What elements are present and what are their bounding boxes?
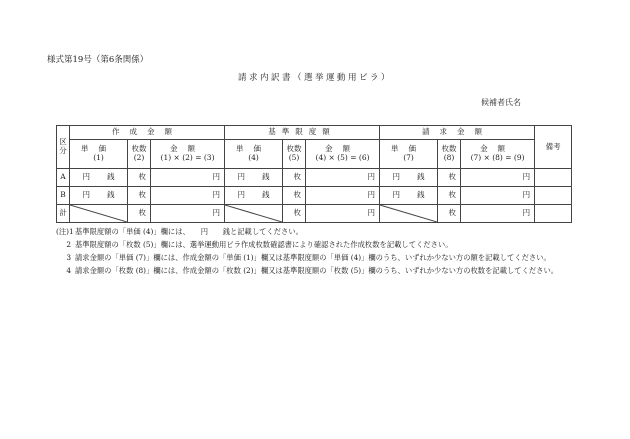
unit-mai: 枚 bbox=[293, 190, 302, 200]
col-formula: (1) × (2) = (3) bbox=[160, 153, 215, 162]
note-text: 請求金額の「枚数 (8)」欄には、作成金額の「枚数 (2)」欄又は基準限度額の「枚数 (5)」欄のうち、いずれか少ない方の枚数を記載してください。 bbox=[75, 266, 559, 275]
maisu-cell[interactable] bbox=[283, 187, 306, 205]
kingaku-cell[interactable] bbox=[306, 205, 380, 223]
col-number: (2) bbox=[133, 153, 145, 162]
unit-yen: 円 bbox=[237, 172, 246, 182]
maisu-header-5 bbox=[283, 140, 306, 169]
unit-yen: 円 bbox=[522, 172, 531, 182]
unit-sen: 銭 bbox=[417, 172, 425, 182]
row-label: 計 bbox=[57, 205, 70, 223]
tanka-cell[interactable] bbox=[380, 169, 438, 187]
sakusei-kingaku-header: 作成金額 bbox=[70, 126, 225, 140]
candidate-name-label: 候補者氏名 bbox=[481, 98, 521, 107]
unit-sen: 銭 bbox=[107, 190, 115, 200]
note-item bbox=[56, 225, 576, 238]
tanka-header-1 bbox=[70, 140, 128, 169]
kingaku-cell[interactable] bbox=[461, 205, 535, 223]
seikyu-kingaku-header: 請求金額 bbox=[380, 126, 535, 140]
tanka-header-4 bbox=[225, 140, 283, 169]
tanka-label: 単価 bbox=[236, 144, 272, 154]
table-row bbox=[57, 169, 572, 187]
unit-yen: 円 bbox=[367, 208, 376, 218]
unit-mai: 枚 bbox=[138, 190, 146, 200]
breakdown-table bbox=[56, 125, 572, 223]
maisu-label: 枚数 bbox=[286, 144, 302, 154]
row-label: A bbox=[57, 169, 70, 187]
kingaku-cell[interactable] bbox=[151, 205, 225, 223]
maisu-cell[interactable] bbox=[438, 169, 461, 187]
col-number: (1) bbox=[93, 153, 104, 162]
maisu-cell[interactable] bbox=[438, 187, 461, 205]
maisu-label: 枚数 bbox=[131, 144, 147, 154]
col-formula: (7) × (8) = (9) bbox=[470, 153, 525, 162]
unit-yen: 円 bbox=[392, 190, 401, 200]
note-text: 請求金額の「単価 (7)」欄には、作成金額の「単価 (1)」欄又は基準限度額の「単価 (4)」欄のうち、いずれか少ない方の額を記載してください。 bbox=[75, 253, 551, 262]
unit-mai: 枚 bbox=[448, 172, 457, 182]
row-label: B bbox=[57, 187, 70, 205]
kingaku-cell[interactable] bbox=[306, 187, 380, 205]
maisu-cell[interactable] bbox=[283, 205, 306, 223]
unit-yen: 円 bbox=[522, 208, 531, 218]
kingaku-label: 金額 bbox=[480, 144, 516, 154]
kubun-header: 区 分 bbox=[57, 126, 70, 169]
tanka-cell[interactable] bbox=[70, 187, 128, 205]
diagonal-empty-cell bbox=[70, 205, 128, 223]
col-number: (5) bbox=[288, 153, 300, 162]
unit-yen: 円 bbox=[237, 190, 246, 200]
kingaku-cell[interactable] bbox=[461, 187, 535, 205]
diagonal-empty-cell bbox=[380, 205, 438, 223]
note-item bbox=[56, 251, 576, 264]
unit-yen: 円 bbox=[82, 190, 90, 200]
maisu-cell[interactable] bbox=[128, 169, 151, 187]
kingaku-cell[interactable] bbox=[151, 169, 225, 187]
tanka-label: 単価 bbox=[391, 144, 427, 154]
table-row bbox=[57, 187, 572, 205]
unit-mai: 枚 bbox=[138, 208, 146, 218]
form-number: 様式第19号（第6条関係） bbox=[47, 55, 149, 65]
note-number: 3 bbox=[66, 253, 71, 262]
col-number: (8) bbox=[443, 153, 455, 162]
maisu-cell[interactable] bbox=[128, 187, 151, 205]
tanka-cell[interactable] bbox=[225, 169, 283, 187]
note-number: (注)1 bbox=[56, 227, 74, 236]
maisu-cell[interactable] bbox=[283, 169, 306, 187]
kingaku-label: 金額 bbox=[325, 144, 361, 154]
notes-section bbox=[56, 225, 576, 277]
tanka-cell[interactable] bbox=[225, 187, 283, 205]
unit-yen: 円 bbox=[212, 190, 221, 200]
document-title: 請求内訳書（選挙運動用ビラ） bbox=[237, 73, 392, 83]
unit-sen: 銭 bbox=[262, 172, 270, 182]
kingaku-header-6 bbox=[306, 140, 380, 169]
unit-mai: 枚 bbox=[293, 172, 302, 182]
tanka-cell[interactable] bbox=[70, 169, 128, 187]
maisu-label: 枚数 bbox=[441, 144, 457, 154]
diagonal-empty-cell bbox=[225, 205, 283, 223]
kingaku-cell[interactable] bbox=[461, 169, 535, 187]
biko-cell[interactable] bbox=[535, 205, 572, 223]
tanka-label: 単価 bbox=[81, 144, 116, 154]
maisu-cell[interactable] bbox=[128, 205, 151, 223]
col-number: (4) bbox=[248, 153, 259, 162]
unit-yen: 円 bbox=[522, 190, 531, 200]
note-item bbox=[56, 238, 576, 251]
kingaku-cell[interactable] bbox=[306, 169, 380, 187]
unit-sen: 銭 bbox=[417, 190, 425, 200]
tanka-header-7 bbox=[380, 140, 438, 169]
unit-mai: 枚 bbox=[138, 172, 146, 182]
maisu-header-2 bbox=[128, 140, 151, 169]
kingaku-cell[interactable] bbox=[151, 187, 225, 205]
total-row bbox=[57, 205, 572, 223]
unit-yen: 円 bbox=[392, 172, 401, 182]
unit-yen: 円 bbox=[82, 172, 90, 182]
maisu-cell[interactable] bbox=[438, 205, 461, 223]
note-item bbox=[56, 264, 576, 277]
note-text: 基準限度額の「枚数 (5)」欄には、選挙運動用ビラ作成枚数確認書により確認された作成枚数を記載してください。 bbox=[75, 240, 453, 249]
kingaku-header-9 bbox=[461, 140, 535, 169]
unit-sen: 銭 bbox=[107, 172, 115, 182]
note-number: 4 bbox=[66, 266, 71, 275]
unit-yen: 円 bbox=[367, 190, 376, 200]
kingaku-label: 金額 bbox=[170, 144, 206, 154]
unit-yen: 円 bbox=[367, 172, 376, 182]
note-text: 基準限度額の「単価 (4)」欄には、 円 銭と記載してください。 bbox=[75, 227, 303, 236]
col-number: (7) bbox=[403, 153, 414, 162]
unit-yen: 円 bbox=[212, 172, 221, 182]
col-formula: (4) × (5) = (6) bbox=[315, 153, 370, 162]
tanka-cell[interactable] bbox=[380, 187, 438, 205]
biko-cell[interactable] bbox=[535, 169, 572, 187]
kijun-gendogaku-header: 基準限度額 bbox=[225, 126, 380, 140]
unit-mai: 枚 bbox=[448, 190, 457, 200]
unit-mai: 枚 bbox=[448, 208, 457, 218]
unit-yen: 円 bbox=[212, 208, 221, 218]
kingaku-header-3 bbox=[151, 140, 225, 169]
note-number: 2 bbox=[66, 240, 71, 249]
biko-cell[interactable] bbox=[535, 187, 572, 205]
biko-header: 備考 bbox=[535, 126, 572, 169]
maisu-header-8 bbox=[438, 140, 461, 169]
unit-mai: 枚 bbox=[293, 208, 302, 218]
unit-sen: 銭 bbox=[262, 190, 270, 200]
